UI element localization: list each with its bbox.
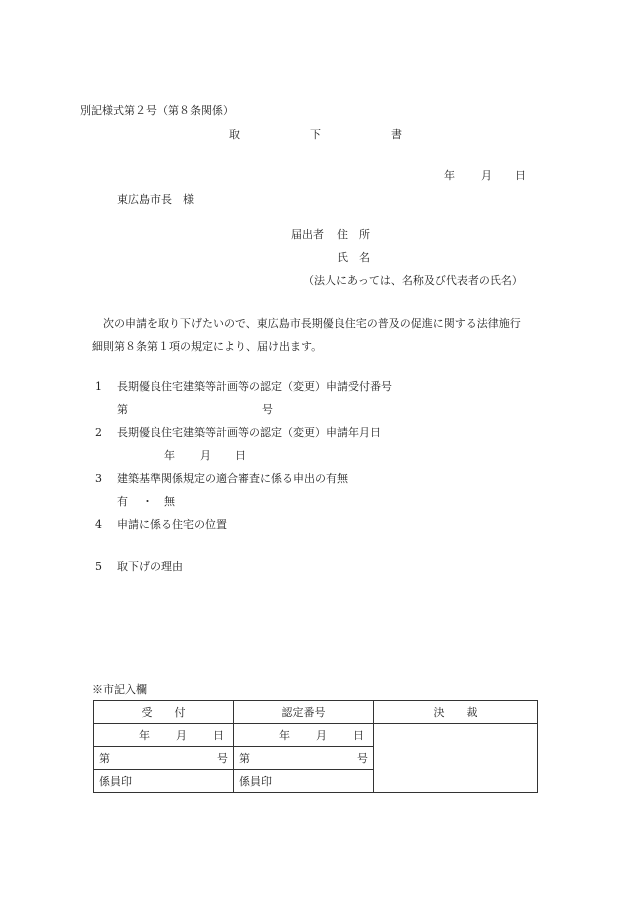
addressee: 東広島市長 様	[117, 193, 194, 206]
item-number: 4	[95, 518, 102, 531]
table-row	[94, 701, 538, 724]
item3-separator: ・	[142, 495, 153, 508]
cert-go-label: 号	[357, 752, 368, 765]
city-section-label: ※市記入欄	[92, 683, 147, 696]
title-char-3: 書	[391, 128, 402, 141]
cert-number-header: 認定番号	[234, 701, 374, 724]
decision-cell	[374, 724, 538, 793]
item2-day-label: 日	[235, 449, 246, 462]
address-label: 住 所	[337, 228, 370, 241]
date-year-label: 年	[444, 169, 455, 182]
receipt-year-label: 年	[139, 729, 150, 742]
table-row	[94, 724, 538, 747]
date-month-label: 月	[481, 169, 492, 182]
body-text-line-2: 細則第８条第１項の規定により、届け出ます。	[92, 340, 323, 353]
item2-month-label: 月	[200, 449, 211, 462]
item-text: 取下げの理由	[117, 560, 183, 573]
corporation-note: （法人にあっては、名称及び代表者の氏名）	[303, 274, 523, 287]
city-record-table	[93, 700, 538, 793]
cert-dai-label: 第	[239, 752, 250, 765]
cert-month-label: 月	[316, 729, 327, 742]
cert-year-label: 年	[279, 729, 290, 742]
item3-no-label: 無	[164, 495, 175, 508]
item-text: 長期優良住宅建築等計画等の認定（変更）申請年月日	[117, 426, 381, 439]
title-char-1: 取	[229, 128, 240, 141]
receipt-go-label: 号	[217, 752, 228, 765]
cert-seal-cell: 係員印	[234, 770, 374, 793]
item-text: 建築基準関係規定の適合審査に係る申出の有無	[117, 472, 348, 485]
item-number: 5	[95, 560, 102, 573]
decision-header: 決 裁	[374, 701, 538, 724]
cert-date-cell	[234, 724, 374, 747]
item3-yes-label: 有	[117, 495, 128, 508]
name-label: 氏 名	[337, 251, 370, 264]
item-number: 1	[95, 380, 102, 393]
receipt-day-label: 日	[213, 729, 224, 742]
item1-go-label: 号	[262, 403, 273, 416]
item-number: 3	[95, 472, 102, 485]
body-text-line-1: 次の申請を取り下げたいので、東広島市長期優良住宅の普及の促進に関する法律施行	[103, 317, 521, 330]
cert-number-cell	[234, 747, 374, 770]
receipt-number-cell	[94, 747, 234, 770]
receipt-dai-label: 第	[99, 752, 110, 765]
receipt-seal-cell: 係員印	[94, 770, 234, 793]
cert-day-label: 日	[353, 729, 364, 742]
document-title	[0, 128, 630, 142]
date-day-label: 日	[515, 169, 526, 182]
form-id: 別記様式第２号（第８条関係）	[80, 104, 234, 117]
item-text: 長期優良住宅建築等計画等の認定（変更）申請受付番号	[117, 380, 392, 393]
item-text: 申請に係る住宅の位置	[117, 518, 227, 531]
item1-dai-label: 第	[117, 403, 128, 416]
receipt-header: 受 付	[94, 701, 234, 724]
receipt-month-label: 月	[176, 729, 187, 742]
notifier-label: 届出者	[291, 228, 324, 241]
receipt-date-cell	[94, 724, 234, 747]
item-number: 2	[95, 426, 102, 439]
title-char-2: 下	[310, 128, 321, 141]
item2-year-label: 年	[164, 449, 175, 462]
